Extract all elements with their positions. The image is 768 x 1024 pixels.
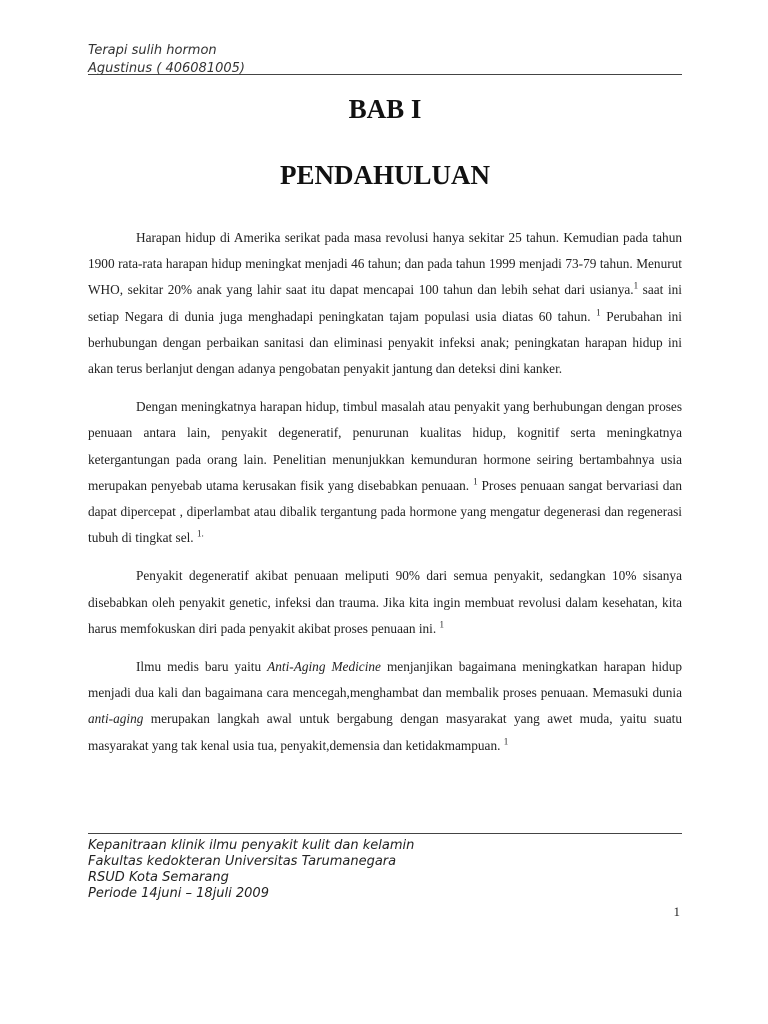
paragraph-4 (88, 654, 682, 759)
body-text (88, 225, 682, 771)
emphasis-term: anti-aging (88, 711, 144, 727)
section-heading: PENDAHULUAN (279, 160, 490, 190)
header-divider (88, 74, 682, 75)
chapter-heading: BAB I (348, 94, 422, 124)
paragraph-text: saat ini setiap Negara di dunia juga menghadapi peningkatan tajam populasi usia diatas 60 tahun. (88, 282, 683, 324)
paragraph-text: Penyakit degeneratif akibat penuaan meliputi 90% dari semua penyakit, sedangkan 10% sisanya disebabkan oleh penyakit genetic, infeksi dan trauma. Jika kita ingin membuat revolusi dalam kesehatan, kita harus memfokuskan diri pada penyakit akibat proses penuaan ini. (88, 568, 682, 636)
paragraph-text: Perubahan ini berhubungan dengan perbaikan sanitasi dan eliminasi penyakit infeksi anak; peningkatan harapan hidup ini akan terus berlanjut dengan adanya pengobatan penyakit jantung dan deteksi dini kanker. (88, 308, 682, 377)
paragraph-text: Ilmu medis baru yaitu (136, 659, 268, 675)
header-author: Agustinus ( 406081005) (88, 61, 245, 76)
emphasis-term: Anti-Aging Medicine (267, 659, 381, 675)
paragraph-text: Harapan hidup di Amerika serikat pada masa revolusi hanya sekitar 25 tahun. Kemudian pada tahun 1900 rata-rata harapan hidup meningkat menjadi 46 tahun; dan pada tahun 1999 menjadi 73-79 tahun. Menurut WHO, sekitar 20% anak yang lahir saat itu dapat mencapai 100 tahun dan lebih sehat dari usianya. (88, 230, 682, 298)
footer-line-2: Fakultas kedokteran Universitas Tarumanegara (88, 854, 397, 869)
paragraph-text: menjanjikan bagaimana meningkatkan harapan hidup menjadi dua kali dan bagaimana cara mencegah,menghambat dan membalik proses penuaan. Memasuki dunia (88, 659, 682, 701)
citation-marker: 1. (196, 528, 204, 539)
paragraph-text: merupakan langkah awal untuk bergabung dengan masyarakat yang awet muda, yaitu suatu masyarakat yang tak kenal usia tua, penyakit,demensia dan ketidakmampuan. (88, 711, 682, 753)
footer-divider (88, 833, 682, 834)
citation-marker: 1 (439, 619, 445, 630)
page-number: 1 (673, 904, 680, 919)
footer-line-4: Periode 14juni – 18juli 2009 (88, 886, 269, 901)
running-header (88, 42, 682, 78)
paragraph-text: Dengan meningkatnya harapan hidup, timbul masalah atau penyakit yang berhubungan dengan proses penuaan antara lain, penyakit degeneratif, penurunan kualitas hidup, kognitif serta meningkatnya ketergantungan pada orang lain. Penelitian menunjukkan kemunduran hormone seiring bertambahnya usia merupakan penyebab utama kerusakan fisik yang disebabkan penuaan. (88, 399, 682, 493)
running-footer (88, 838, 682, 902)
paragraph-2 (88, 394, 682, 551)
citation-marker: 1 (503, 736, 509, 747)
citation-marker: 1 (633, 280, 639, 291)
footer-line-3: RSUD Kota Semarang (88, 870, 229, 885)
header-title: Terapi sulih hormon (88, 43, 217, 58)
citation-marker: 1 (473, 476, 478, 487)
citation-marker: 1 (596, 307, 601, 318)
paragraph-1 (88, 225, 682, 382)
paragraph-text: Proses penuaan sangat bervariasi dan dapat dipercepat , diperlambat atau dibalik tergantung pada hormone yang mengatur degenerasi dan regenerasi tubuh di tingkat sel. (88, 477, 682, 546)
paragraph-3 (88, 563, 682, 642)
footer-line-1: Kepanitraan klinik ilmu penyakit kulit dan kelamin (88, 838, 415, 853)
